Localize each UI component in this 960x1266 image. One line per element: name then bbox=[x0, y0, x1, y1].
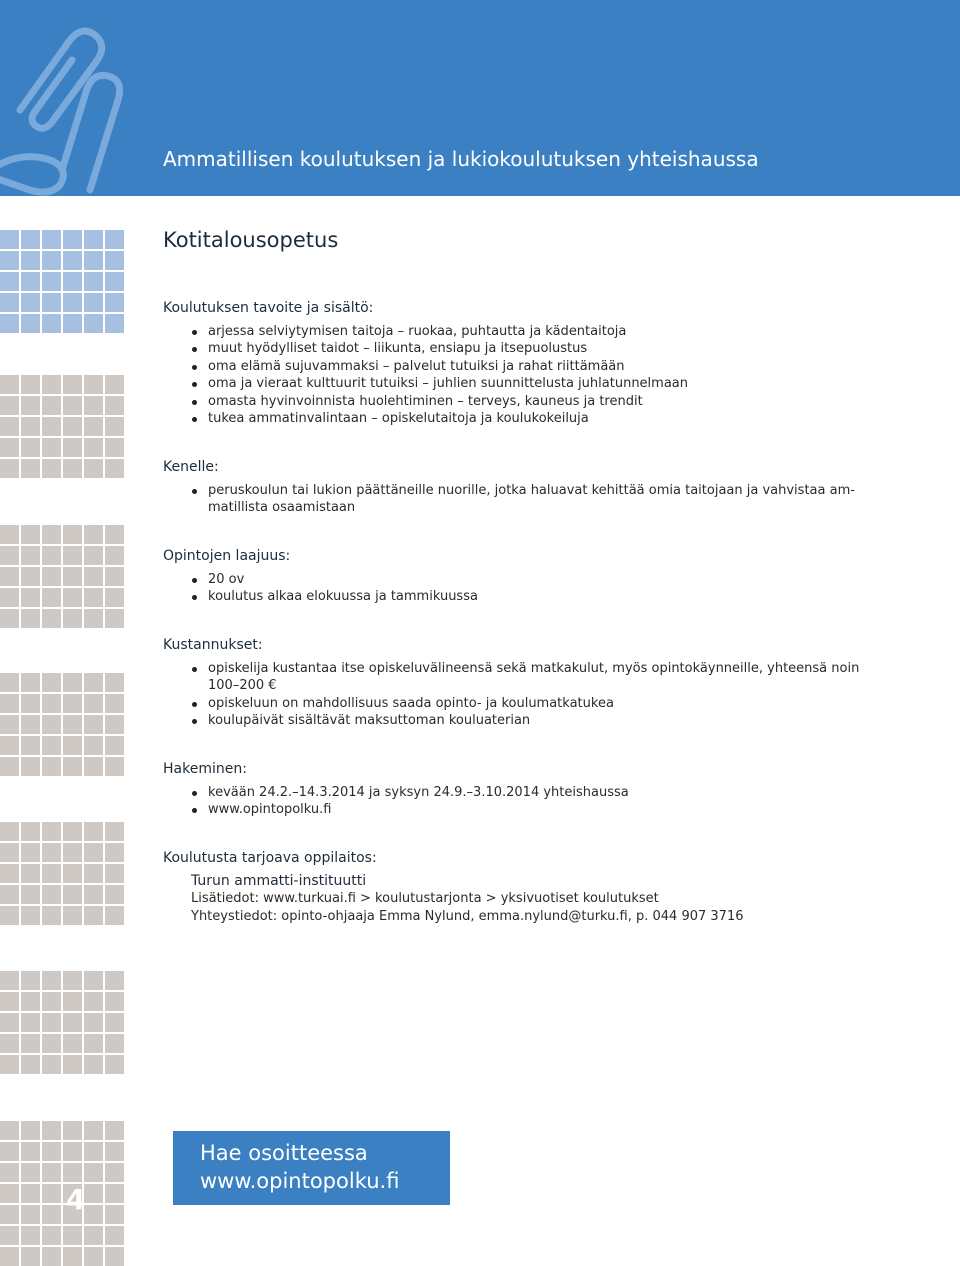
grid-cell bbox=[63, 906, 82, 925]
grid-cell bbox=[63, 673, 82, 692]
grid-cell bbox=[0, 1205, 19, 1224]
grid-cell bbox=[21, 1184, 40, 1203]
grid-cell bbox=[84, 417, 103, 436]
provider-contact: Yhteystiedot: opinto-ohjaaja Emma Nylund, emma.nylund@turku.fi, p. 044 907 3716 bbox=[191, 908, 744, 924]
list-item: peruskoulun tai lukion päättäneille nuorille, jotka haluavat kehittää omia taitojaan ja vahvistaa am-matillista osaamistaan bbox=[163, 482, 868, 517]
grid-cell bbox=[63, 694, 82, 713]
grid-cell bbox=[42, 1226, 61, 1245]
grid-cell bbox=[42, 715, 61, 734]
grid-cell bbox=[0, 293, 19, 312]
grid-cell bbox=[0, 546, 19, 565]
grid-cell bbox=[21, 314, 40, 333]
grid-cell bbox=[84, 864, 103, 883]
grid-cell bbox=[42, 272, 61, 291]
grid-cell bbox=[105, 757, 124, 776]
callout-line-1: Hae osoitteessa bbox=[200, 1141, 368, 1165]
grid-cell bbox=[105, 822, 124, 841]
grid-cell bbox=[84, 1247, 103, 1266]
grid-cell bbox=[21, 864, 40, 883]
grid-cell bbox=[105, 1184, 124, 1203]
grid-cell bbox=[21, 715, 40, 734]
grid-cell bbox=[84, 1184, 103, 1203]
grid-cell bbox=[0, 673, 19, 692]
grid-cell bbox=[84, 396, 103, 415]
list-item: omasta hyvinvoinnista huolehtiminen – terveys, kauneus ja trendit bbox=[163, 393, 883, 410]
grid-cell bbox=[0, 609, 19, 628]
grid-cell bbox=[21, 1142, 40, 1161]
grid-cell bbox=[0, 1142, 19, 1161]
grid-cell bbox=[21, 1121, 40, 1140]
grid-cell bbox=[105, 272, 124, 291]
grid-cell bbox=[0, 971, 19, 990]
grid-cell bbox=[21, 757, 40, 776]
list-item: arjessa selviytymisen taitoja – ruokaa, puhtautta ja kädentaitoja bbox=[163, 323, 883, 340]
grid-cell bbox=[0, 1121, 19, 1140]
grid-cell bbox=[0, 567, 19, 586]
grid-cell bbox=[42, 1034, 61, 1053]
grid-cell bbox=[21, 1247, 40, 1266]
grid-cell bbox=[0, 417, 19, 436]
grid-cell bbox=[42, 736, 61, 755]
grid-cell bbox=[42, 1055, 61, 1074]
grid-cell bbox=[42, 1121, 61, 1140]
list-item: www.opintopolku.fi bbox=[163, 801, 883, 818]
section-heading-costs: Kustannukset: bbox=[163, 637, 263, 653]
grid-cell bbox=[63, 885, 82, 904]
grid-cell bbox=[21, 992, 40, 1011]
grid-cell bbox=[105, 1121, 124, 1140]
grid-cell bbox=[105, 906, 124, 925]
grid-cell bbox=[42, 992, 61, 1011]
grid-cell bbox=[84, 459, 103, 478]
grid-cell bbox=[0, 822, 19, 841]
grid-cell bbox=[84, 438, 103, 457]
grid-cell bbox=[84, 588, 103, 607]
grid-cell bbox=[42, 251, 61, 270]
grid-cell bbox=[63, 293, 82, 312]
grid-cell bbox=[42, 546, 61, 565]
grid-cell bbox=[84, 1205, 103, 1224]
grid-cell bbox=[0, 1184, 19, 1203]
list-item: oma elämä sujuvammaksi – palvelut tutuiksi ja rahat riittämään bbox=[163, 358, 883, 375]
grid-cell bbox=[63, 609, 82, 628]
grid-cell bbox=[105, 525, 124, 544]
provider-name: Turun ammatti-instituutti bbox=[191, 873, 367, 889]
grid-cell bbox=[0, 1247, 19, 1266]
grid-cell bbox=[105, 971, 124, 990]
grid-cell bbox=[0, 438, 19, 457]
section-heading-provider: Koulutusta tarjoava oppilaitos: bbox=[163, 850, 377, 866]
application-list bbox=[163, 784, 883, 819]
grid-cell bbox=[0, 525, 19, 544]
grid-cell bbox=[42, 1247, 61, 1266]
grid-cell bbox=[105, 1247, 124, 1266]
callout-box bbox=[173, 1131, 450, 1205]
grid-cell bbox=[63, 822, 82, 841]
grid-cell bbox=[105, 1142, 124, 1161]
grid-cell bbox=[21, 1055, 40, 1074]
grid-cell bbox=[84, 1121, 103, 1140]
grid-cell bbox=[105, 1226, 124, 1245]
grid-cell bbox=[63, 567, 82, 586]
grid-cell bbox=[0, 843, 19, 862]
grid-cell bbox=[63, 971, 82, 990]
grid-cell bbox=[63, 736, 82, 755]
grid-cell bbox=[21, 417, 40, 436]
grid-cell bbox=[42, 230, 61, 249]
grid-cell bbox=[63, 864, 82, 883]
grid-cell bbox=[21, 906, 40, 925]
grid-cell bbox=[42, 525, 61, 544]
grid-cell bbox=[0, 906, 19, 925]
grid-cell bbox=[42, 673, 61, 692]
grid-cell bbox=[0, 885, 19, 904]
grid-cell bbox=[21, 694, 40, 713]
grid-cell bbox=[0, 1013, 19, 1032]
grid-cell bbox=[21, 822, 40, 841]
grid-cell bbox=[84, 885, 103, 904]
grid-cell bbox=[63, 1142, 82, 1161]
grid-cell bbox=[84, 375, 103, 394]
grid-cell bbox=[63, 715, 82, 734]
grid-cell bbox=[21, 230, 40, 249]
grid-cell bbox=[105, 715, 124, 734]
grid-cell bbox=[84, 1034, 103, 1053]
grid-cell bbox=[63, 272, 82, 291]
grid-cell bbox=[0, 864, 19, 883]
grid-cell bbox=[21, 272, 40, 291]
grid-cell bbox=[0, 694, 19, 713]
grid-cell bbox=[84, 715, 103, 734]
list-item: 20 ov bbox=[163, 571, 883, 588]
grid-cell bbox=[63, 417, 82, 436]
grid-cell bbox=[63, 1034, 82, 1053]
grid-cell bbox=[63, 1226, 82, 1245]
grid-cell bbox=[84, 1163, 103, 1182]
grid-cell bbox=[84, 736, 103, 755]
grid-cell bbox=[42, 438, 61, 457]
paperclip-icon bbox=[0, 0, 150, 196]
grid-cell bbox=[21, 396, 40, 415]
grid-cell bbox=[105, 567, 124, 586]
grid-cell bbox=[63, 459, 82, 478]
scope-list bbox=[163, 571, 883, 606]
grid-cell bbox=[21, 588, 40, 607]
grid-cell bbox=[63, 1163, 82, 1182]
grid-cell bbox=[42, 1163, 61, 1182]
grid-cell bbox=[84, 1226, 103, 1245]
grid-cell bbox=[63, 525, 82, 544]
grid-cell bbox=[105, 1013, 124, 1032]
grid-cell bbox=[42, 694, 61, 713]
grid-cell bbox=[105, 1055, 124, 1074]
grid-cell bbox=[21, 251, 40, 270]
grid-cell bbox=[21, 1013, 40, 1032]
grid-cell bbox=[84, 822, 103, 841]
grid-cell bbox=[21, 609, 40, 628]
grid-cell bbox=[0, 314, 19, 333]
grid-cell bbox=[63, 757, 82, 776]
section-heading-audience: Kenelle: bbox=[163, 459, 219, 475]
grid-cell bbox=[0, 230, 19, 249]
grid-cell bbox=[105, 459, 124, 478]
callout-line-2: www.opintopolku.fi bbox=[200, 1169, 400, 1193]
grid-cell bbox=[63, 843, 82, 862]
grid-cell bbox=[63, 314, 82, 333]
grid-cell bbox=[42, 588, 61, 607]
grid-cell bbox=[21, 459, 40, 478]
grid-cell bbox=[21, 736, 40, 755]
grid-cell bbox=[105, 546, 124, 565]
grid-cell bbox=[42, 822, 61, 841]
list-item: opiskeluun on mahdollisuus saada opinto- ja koulumatkatukea bbox=[163, 695, 883, 712]
grid-cell bbox=[84, 971, 103, 990]
grid-cell bbox=[63, 588, 82, 607]
grid-cell bbox=[105, 588, 124, 607]
grid-cell bbox=[0, 375, 19, 394]
list-item: tukea ammatinvalintaan – opiskelutaitoja ja koulukokeiluja bbox=[163, 410, 883, 427]
grid-cell bbox=[42, 843, 61, 862]
page-number: 4 bbox=[66, 1183, 86, 1216]
grid-cell bbox=[42, 293, 61, 312]
grid-cell bbox=[0, 396, 19, 415]
grid-cell bbox=[21, 293, 40, 312]
page-title: Kotitalousopetus bbox=[163, 228, 339, 252]
grid-cell bbox=[21, 1226, 40, 1245]
grid-cell bbox=[0, 459, 19, 478]
grid-cell bbox=[105, 396, 124, 415]
grid-cell bbox=[84, 293, 103, 312]
grid-cell bbox=[42, 609, 61, 628]
grid-cell bbox=[42, 1205, 61, 1224]
grid-cell bbox=[63, 438, 82, 457]
grid-cell bbox=[84, 546, 103, 565]
grid-cell bbox=[42, 375, 61, 394]
grid-cell bbox=[0, 251, 19, 270]
grid-cell bbox=[21, 673, 40, 692]
grid-cell bbox=[105, 251, 124, 270]
grid-cell bbox=[63, 375, 82, 394]
grid-cell bbox=[42, 864, 61, 883]
grid-cell bbox=[0, 992, 19, 1011]
grid-cell bbox=[63, 1013, 82, 1032]
grid-cell bbox=[21, 1205, 40, 1224]
header-band bbox=[0, 0, 960, 196]
grid-cell bbox=[84, 567, 103, 586]
grid-cell bbox=[63, 546, 82, 565]
grid-cell bbox=[42, 885, 61, 904]
costs-list bbox=[163, 660, 883, 730]
list-item: muut hyödylliset taidot – liikunta, ensiapu ja itsepuolustus bbox=[163, 340, 883, 357]
section-heading-scope: Opintojen laajuus: bbox=[163, 548, 291, 564]
grid-cell bbox=[84, 694, 103, 713]
grid-cell bbox=[84, 757, 103, 776]
grid-cell bbox=[105, 375, 124, 394]
grid-cell bbox=[42, 459, 61, 478]
provider-block bbox=[191, 873, 743, 925]
grid-cell bbox=[42, 1184, 61, 1203]
grid-cell bbox=[84, 992, 103, 1011]
grid-cell bbox=[0, 272, 19, 291]
grid-cell bbox=[105, 843, 124, 862]
grid-cell bbox=[84, 609, 103, 628]
grid-cell bbox=[21, 885, 40, 904]
list-item: kevään 24.2.–14.3.2014 ja syksyn 24.9.–3.10.2014 yhteishaussa bbox=[163, 784, 883, 801]
grid-cell bbox=[105, 736, 124, 755]
grid-cell bbox=[21, 375, 40, 394]
grid-cell bbox=[105, 293, 124, 312]
grid-cell bbox=[84, 272, 103, 291]
grid-cell bbox=[105, 314, 124, 333]
grid-cell bbox=[84, 1142, 103, 1161]
grid-cell bbox=[84, 251, 103, 270]
grid-cell bbox=[105, 673, 124, 692]
grid-cell bbox=[21, 546, 40, 565]
grid-cell bbox=[105, 992, 124, 1011]
provider-info: Lisätiedot: www.turkuai.fi > koulutustarjonta > yksivuotiset koulutukset bbox=[191, 891, 659, 907]
grid-cell bbox=[0, 757, 19, 776]
grid-cell bbox=[63, 251, 82, 270]
grid-cell bbox=[84, 1055, 103, 1074]
grid-cell bbox=[84, 906, 103, 925]
grid-cell bbox=[42, 1142, 61, 1161]
grid-cell bbox=[0, 1055, 19, 1074]
grid-cell bbox=[105, 694, 124, 713]
grid-cell bbox=[42, 314, 61, 333]
grid-cell bbox=[63, 1055, 82, 1074]
section-heading-application: Hakeminen: bbox=[163, 761, 247, 777]
grid-cell bbox=[42, 396, 61, 415]
section-heading-goal: Koulutuksen tavoite ja sisältö: bbox=[163, 300, 374, 316]
grid-cell bbox=[0, 1163, 19, 1182]
list-item: koulupäivät sisältävät maksuttoman kouluaterian bbox=[163, 712, 883, 729]
list-item: oma ja vieraat kulttuurit tutuiksi – juhlien suunnittelusta juhlatunnelmaan bbox=[163, 375, 883, 392]
grid-cell bbox=[0, 1226, 19, 1245]
grid-cell bbox=[84, 673, 103, 692]
grid-cell bbox=[63, 230, 82, 249]
goal-list bbox=[163, 323, 883, 427]
grid-cell bbox=[42, 417, 61, 436]
grid-cell bbox=[63, 396, 82, 415]
grid-cell bbox=[105, 1163, 124, 1182]
grid-cell bbox=[105, 1205, 124, 1224]
header-title: Ammatillisen koulutuksen ja lukiokoulutuksen yhteishaussa bbox=[163, 147, 759, 171]
grid-cell bbox=[0, 715, 19, 734]
grid-cell bbox=[84, 525, 103, 544]
grid-cell bbox=[84, 1013, 103, 1032]
grid-cell bbox=[21, 843, 40, 862]
grid-cell bbox=[42, 757, 61, 776]
grid-cell bbox=[105, 609, 124, 628]
grid-cell bbox=[21, 567, 40, 586]
audience-list bbox=[163, 482, 868, 517]
grid-cell bbox=[105, 230, 124, 249]
grid-cell bbox=[105, 1034, 124, 1053]
grid-cell bbox=[21, 1163, 40, 1182]
list-item: opiskelija kustantaa itse opiskeluvälineensä sekä matkakulut, myös opintokäynneille, yhteensä noin 100–200 € bbox=[163, 660, 883, 695]
grid-cell bbox=[63, 1121, 82, 1140]
grid-cell bbox=[63, 1247, 82, 1266]
grid-cell bbox=[105, 885, 124, 904]
grid-cell bbox=[21, 1034, 40, 1053]
grid-cell bbox=[105, 864, 124, 883]
grid-cell bbox=[0, 736, 19, 755]
grid-cell bbox=[0, 588, 19, 607]
grid-cell bbox=[0, 1034, 19, 1053]
grid-cell bbox=[21, 525, 40, 544]
grid-cell bbox=[63, 992, 82, 1011]
grid-cell bbox=[105, 438, 124, 457]
grid-cell bbox=[105, 417, 124, 436]
grid-cell bbox=[21, 438, 40, 457]
grid-cell bbox=[84, 843, 103, 862]
grid-cell bbox=[42, 1013, 61, 1032]
grid-cell bbox=[21, 971, 40, 990]
grid-cell bbox=[42, 906, 61, 925]
grid-cell bbox=[84, 314, 103, 333]
grid-cell bbox=[42, 567, 61, 586]
list-item: koulutus alkaa elokuussa ja tammikuussa bbox=[163, 588, 883, 605]
grid-cell bbox=[84, 230, 103, 249]
grid-cell bbox=[42, 971, 61, 990]
